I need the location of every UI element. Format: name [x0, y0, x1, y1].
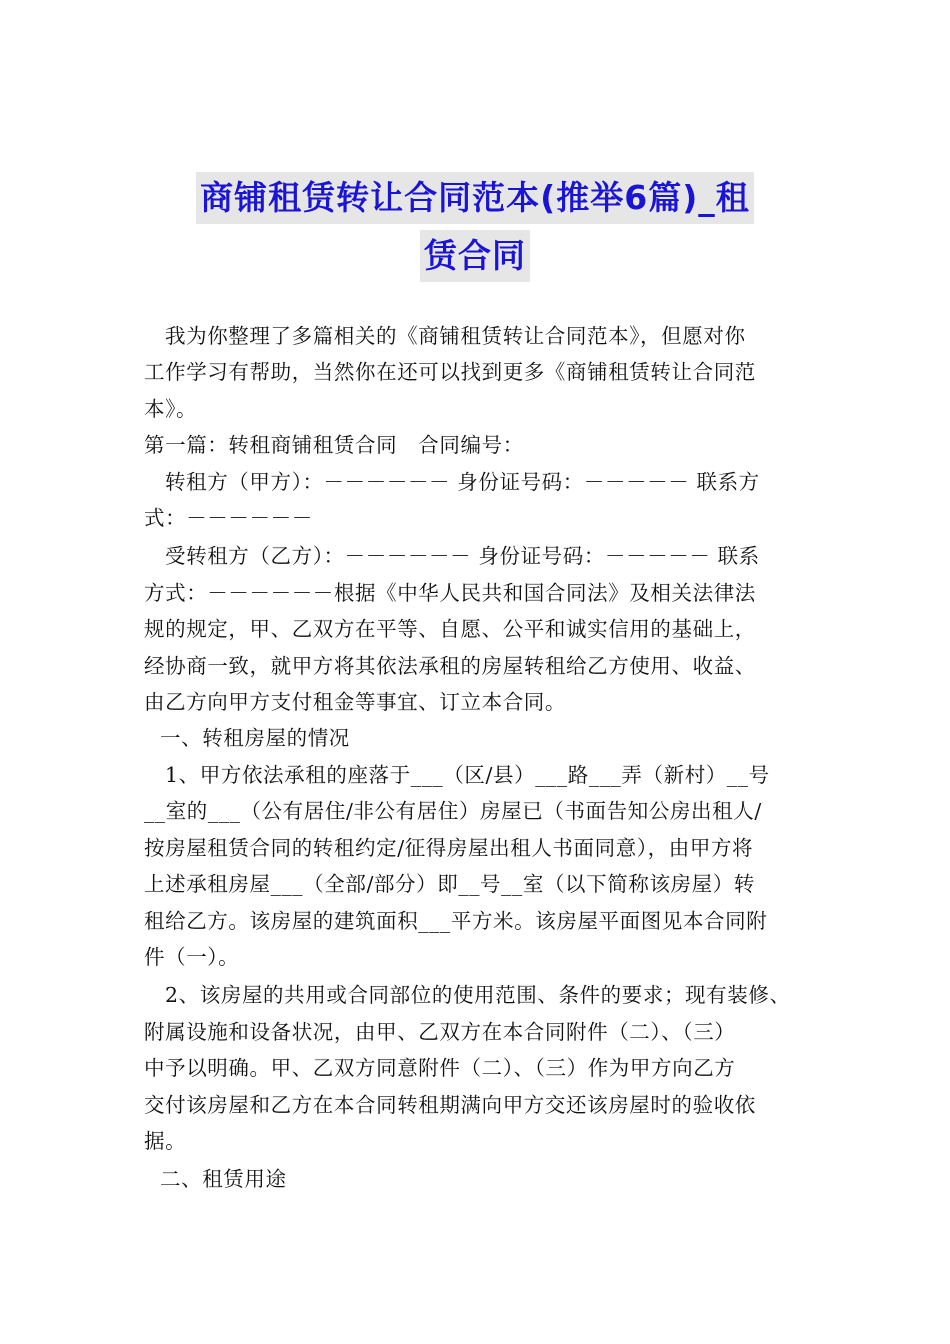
paragraph-line: 我为你整理了多篇相关的《商铺租赁转让合同范本》，但愿对你 — [165, 324, 746, 348]
section-heading: 二、租赁用途 — [160, 1167, 287, 1192]
paragraph-line: 件（一）。 — [144, 944, 240, 969]
paragraph-line: 租给乙方。该房屋的建筑面积___平方米。该房屋平面图见本合同附 — [144, 908, 768, 933]
document-body — [144, 318, 814, 1198]
paragraph-line: 上述承租房屋___（全部/部分）即__号__室（以下简称该房屋）转 — [144, 872, 755, 897]
title-line-1: 商铺租赁转让合同范本(推举6篇)_租 — [196, 172, 754, 224]
document-title — [0, 172, 950, 288]
paragraph-line: 方式：－－－－－－根据《中华人民共和国合同法》及相关法律法 — [144, 580, 756, 605]
paragraph-line: 转租方（甲方）：－－－－－－ 身份证号码：－－－－－ 联系方 — [165, 469, 760, 494]
title-line-2: 赁合同 — [420, 230, 530, 282]
section-heading: 第一篇：转租商铺租赁合同 合同编号： — [144, 433, 524, 458]
paragraph-line: 据。 — [144, 1128, 187, 1153]
paragraph-line: 本》。 — [144, 396, 198, 421]
paragraph-line: 式：－－－－－－ — [144, 506, 313, 531]
paragraph-line: 2、该房屋的共用或合同部位的使用范围、条件的要求；现有装修、 — [165, 983, 791, 1008]
paragraph-line: 附属设施和设备状况，由甲、乙双方在本合同附件（二）、（三） — [144, 1019, 736, 1044]
paragraph-line: 1、甲方依法承租的座落于___（区/县）___路___弄（新村）__号 — [165, 762, 770, 787]
paragraph-line: 工作学习有帮助，当然你在还可以找到更多《商铺租赁转让合同范 — [144, 360, 756, 385]
paragraph-line: 受转租方（乙方）：－－－－－－ 身份证号码：－－－－－ 联系 — [165, 544, 760, 569]
paragraph-line: 经协商一致，就甲方将其依法承租的房屋转租给乙方使用、收益、 — [144, 653, 756, 678]
paragraph-line: __室的___（公有居住/非公有居住）房屋已（书面告知公房出租人/ — [144, 799, 762, 824]
paragraph-line: 按房屋租赁合同的转租约定/征得房屋出租人书面同意），由甲方将 — [144, 835, 754, 860]
paragraph-line: 规的规定，甲、乙双方在平等、自愿、公平和诚实信用的基础上， — [144, 617, 756, 642]
paragraph-line: 由乙方向甲方支付租金等事宜、订立本合同。 — [144, 690, 566, 715]
section-heading: 一、转租房屋的情况 — [160, 726, 350, 751]
paragraph-line: 中予以明确。甲、乙双方同意附件（二）、（三）作为甲方向乙方 — [144, 1056, 736, 1081]
paragraph-line: 交付该房屋和乙方在本合同转租期满向甲方交还该房屋时的验收依 — [144, 1092, 756, 1117]
